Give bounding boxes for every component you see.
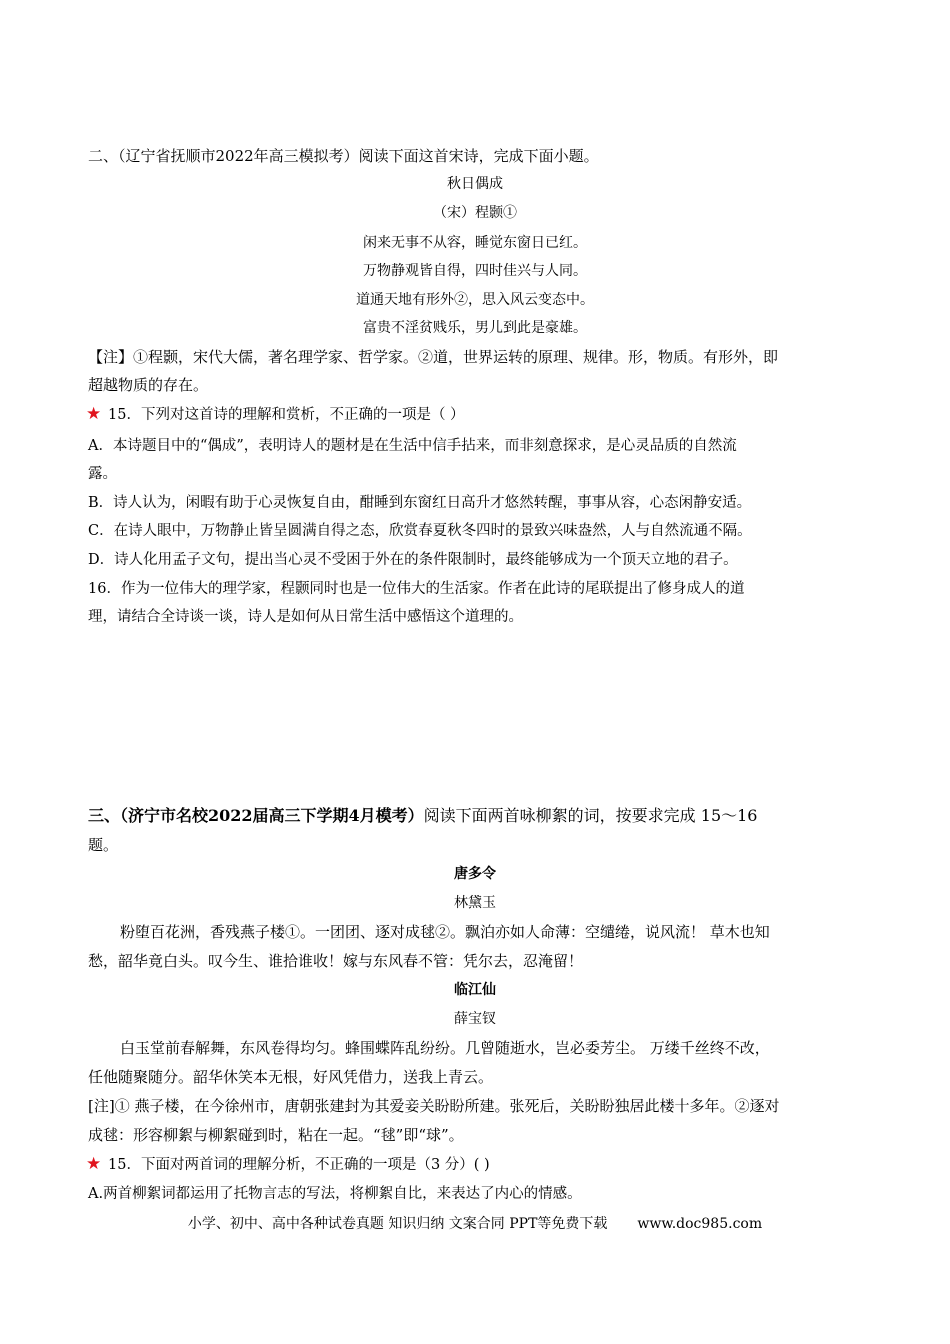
poem1-author: 林黛玉 <box>454 895 496 911</box>
poem2-line: 任他随聚随分。韶华休笑本无根，好风凭借力，送我上青云。 <box>88 1068 494 1086</box>
option-c: C．在诗人眼中，万物静止皆呈圆满自得之态，欣赏春夏秋冬四时的景致兴味盎然，人与自然流通不隔。 <box>88 523 752 539</box>
poem-line: 闲来无事不从容，睡觉东窗日已红。 <box>363 235 587 251</box>
question-16: 16．作为一位伟大的理学家，程颢同时也是一位伟大的生活家。作者在此诗的尾联提出了修身成人的道 <box>88 581 745 597</box>
star-icon: ★ <box>86 404 102 424</box>
annotation-note: [注]① 燕子楼，在今徐州市，唐朝张建封为其爱妾关盼盼所建。张死后，关盼盼独居此楼十多年。②逐对 <box>88 1097 780 1115</box>
question-15-s3 <box>88 1154 490 1175</box>
poem1-title: 唐多令 <box>454 866 496 882</box>
question-15 <box>88 404 465 425</box>
poem-line: 道通天地有形外②，思入风云变态中。 <box>356 292 594 308</box>
poem2-line: 白玉堂前春解舞，东风卷得均匀。蜂围蝶阵乱纷纷。几曾随逝水，岂必委芳尘。 万缕千丝终不改， <box>120 1039 770 1057</box>
star-icon: ★ <box>86 1154 102 1174</box>
section3-heading-cont: 题。 <box>88 836 119 854</box>
poem-line: 万物静观皆自得，四时佳兴与人同。 <box>363 263 587 279</box>
footer-link[interactable]: www.doc985.com <box>637 1216 763 1232</box>
option-a-cont: 露。 <box>88 466 117 482</box>
question-text: 15．下面对两首词的理解分析，不正确的一项是（3 分）( ) <box>108 1157 490 1173</box>
poem1-line: 愁，韶华竟白头。叹今生、谁拾谁收！嫁与东风春不管：凭尔去，忍淹留！ <box>88 952 584 970</box>
section2-heading: 二、（辽宁省抚顺市2022年高三模拟考）阅读下面这首宋诗，完成下面小题。 <box>88 147 599 165</box>
option-a: A．本诗题目中的“偶成”，表明诗人的题材是在生活中信手拈来，而非刻意探求，是心灵品质的自然流 <box>88 438 737 454</box>
question-text: 15．下列对这首诗的理解和赏析，不正确的一项是（ ） <box>108 407 465 423</box>
poem-line: 富贵不淫贫贱乐，男儿到此是豪雄。 <box>363 320 587 336</box>
option-a: A.两首柳絮词都运用了托物言志的写法，将柳絮自比，来表达了内心的情感。 <box>88 1186 582 1202</box>
section3-heading-text: 阅读下面两首咏柳絮的词，按要求完成 15～16 <box>423 806 758 825</box>
poem1-line: 粉堕百花洲，香残燕子楼①。一团团、逐对成毬②。飘泊亦如人命薄：空缱绻，说风流！ 草木也知 <box>120 923 770 941</box>
poem-author: （宋）程颢① <box>433 205 517 221</box>
option-d: D．诗人化用孟子文句，提出当心灵不受困于外在的条件限制时，最终能够成为一个顶天立地的君子。 <box>88 552 738 568</box>
poem2-author: 薛宝钗 <box>454 1011 496 1027</box>
annotation-note: 超越物质的存在。 <box>88 376 209 394</box>
annotation-note: 【注】①程颢，宋代大儒，著名理学家、哲学家。②道，世界运转的原理、规律。形，物质。有形外，即 <box>88 348 779 366</box>
question-16-cont: 理，请结合全诗谈一谈，诗人是如何从日常生活中感悟这个道理的。 <box>88 609 523 625</box>
poem2-title: 临江仙 <box>454 982 496 998</box>
section3-heading <box>88 806 757 826</box>
poem-title: 秋日偶成 <box>447 176 503 192</box>
option-b: B．诗人认为，闲暇有助于心灵恢复自由，酣睡到东窗红日高升才悠然转醒，事事从容，心态闲静安适。 <box>88 495 752 511</box>
annotation-note: 成毬：形容柳絮与柳絮碰到时，粘在一起。“毬”即“球”。 <box>88 1126 464 1144</box>
page-footer <box>0 1214 950 1234</box>
footer-text: 小学、初中、高中各种试卷真题 知识归纳 文案合同 PPT等免费下载 <box>187 1216 608 1232</box>
section3-heading-source: 三、（济宁市名校2022届高三下学期4月模考） <box>88 806 424 825</box>
